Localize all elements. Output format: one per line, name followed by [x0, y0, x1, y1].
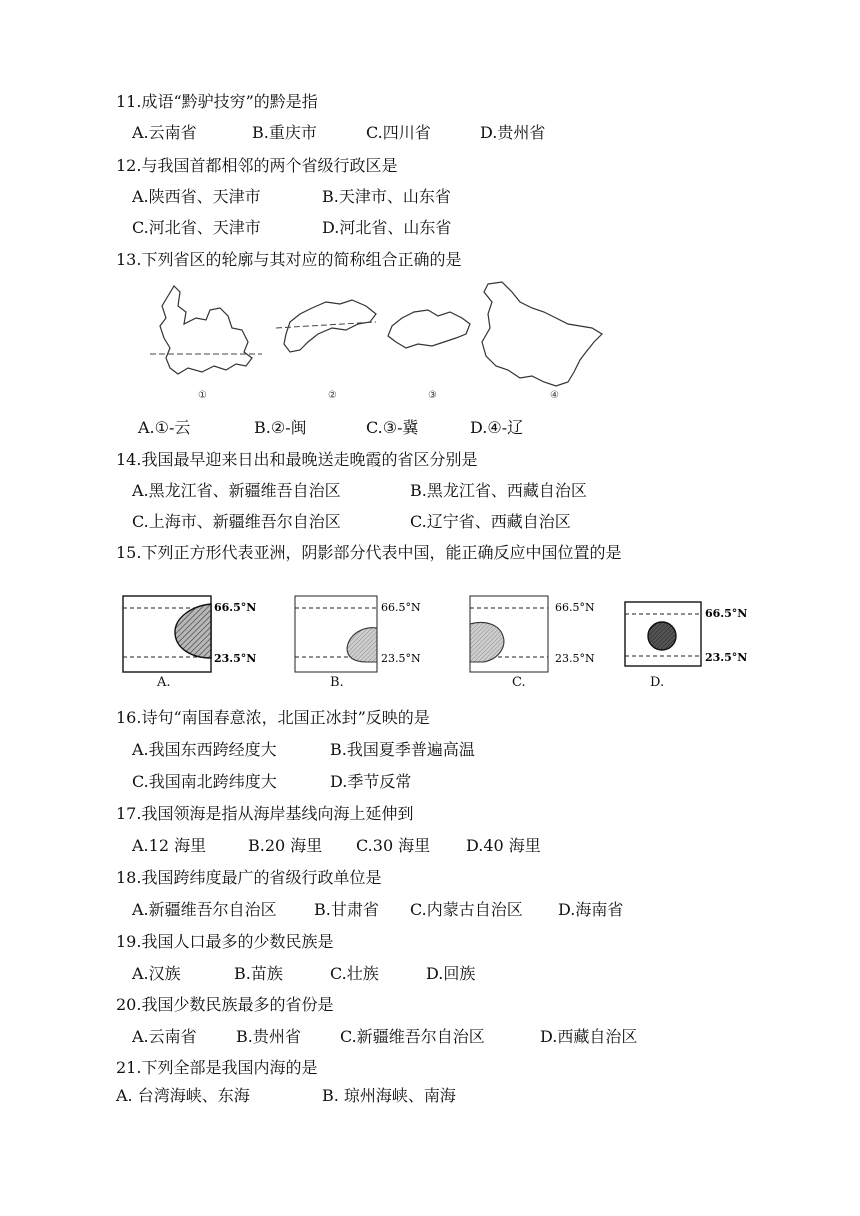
- province-outline-1: [160, 286, 252, 374]
- question-16-option-a: A.我国东西跨经度大: [132, 740, 277, 759]
- question-20-option-b: B.贵州省: [236, 1027, 301, 1046]
- question-11-option-a: A.云南省: [132, 123, 197, 142]
- question-16-option-d: D.季节反常: [330, 772, 412, 791]
- question-17-option-d: D.40 海里: [466, 836, 541, 855]
- question-20-option-d: D.西藏自治区: [540, 1027, 638, 1046]
- question-12-option-b: B.天津市、山东省: [322, 187, 451, 206]
- question-18-option-d: D.海南省: [558, 900, 624, 919]
- question-14-option-d: C.辽宁省、西藏自治区: [410, 512, 571, 531]
- figure-d-lat-bottom: 23.5°N: [705, 651, 748, 664]
- question-21-stem: 21.下列全部是我国内海的是: [116, 1058, 318, 1077]
- question-18-option-a: A.新疆维吾尔自治区: [132, 900, 277, 919]
- question-13-option-c: C.③-冀: [366, 418, 419, 437]
- question-11-option-c: C.四川省: [366, 123, 431, 142]
- figure-d: [625, 602, 747, 666]
- question-12-option-d: D.河北省、山东省: [322, 218, 452, 237]
- figure-a: [123, 596, 256, 672]
- figure-b-lat-bottom: 23.5°N: [381, 652, 421, 665]
- question-14-stem: 14.我国最早迎来日出和最晚送走晚霞的省区分别是: [116, 450, 478, 469]
- province-outline-3: [388, 310, 470, 348]
- question-20-stem: 20.我国少数民族最多的省份是: [116, 995, 334, 1014]
- question-19-option-a: A.汉族: [132, 964, 181, 983]
- question-14-option-b: B.黑龙江省、西藏自治区: [410, 481, 587, 500]
- question-11-option-b: B.重庆市: [252, 123, 317, 142]
- figure-label-a: A.: [157, 675, 171, 690]
- question-13-option-d: D.④-辽: [470, 418, 524, 437]
- map-label-3: ③: [428, 390, 437, 401]
- question-15-stem: 15.下列正方形代表亚洲，阴影部分代表中国，能正确反应中国位置的是: [116, 543, 622, 562]
- question-17-option-a: A.12 海里: [132, 836, 207, 855]
- question-19-option-d: D.回族: [426, 964, 476, 983]
- question-12-option-a: A.陕西省、天津市: [132, 187, 261, 206]
- figure-c: [470, 596, 595, 672]
- figure-b: [295, 596, 421, 672]
- question-13-option-a: A.①-云: [138, 418, 191, 437]
- question-18-option-c: C.内蒙古自治区: [410, 900, 523, 919]
- asia-position-figure: [115, 592, 765, 692]
- question-19-option-b: B.苗族: [234, 964, 283, 983]
- question-11-option-d: D.贵州省: [480, 123, 546, 142]
- figure-label-b: B.: [330, 675, 344, 690]
- question-18-option-b: B.甘肃省: [314, 900, 379, 919]
- question-12-stem: 12.与我国首都相邻的两个省级行政区是: [116, 156, 398, 175]
- figure-c-lat-top: 66.5°N: [555, 601, 595, 614]
- province-outline-4: [482, 282, 602, 386]
- question-14-option-a: A.黑龙江省、新疆维吾自治区: [132, 481, 341, 500]
- map-label-4: ④: [550, 390, 559, 401]
- figure-d-lat-top: 66.5°N: [705, 607, 748, 620]
- question-19-option-c: C.壮族: [330, 964, 379, 983]
- figure-b-lat-top: 66.5°N: [381, 601, 421, 614]
- figure-label-c: C.: [512, 675, 526, 690]
- question-12-option-c: C.河北省、天津市: [132, 218, 261, 237]
- question-13-option-b: B.②-闽: [254, 418, 307, 437]
- question-18-stem: 18.我国跨纬度最广的省级行政单位是: [116, 868, 382, 887]
- question-21-option-b: B. 琼州海峡、南海: [322, 1086, 456, 1105]
- question-16-option-c: C.我国南北跨纬度大: [132, 772, 277, 791]
- question-17-option-c: C.30 海里: [356, 836, 431, 855]
- question-21-option-a: A. 台湾海峡、东海: [116, 1086, 250, 1105]
- province-outline-figure: [140, 278, 630, 408]
- figure-c-lat-bottom: 23.5°N: [555, 652, 595, 665]
- figure-a-lat-top: 66.5°N: [214, 601, 257, 614]
- question-20-option-c: C.新疆维吾尔自治区: [340, 1027, 485, 1046]
- question-11-stem: 11.成语“黔驴技穷”的黔是指: [116, 92, 318, 111]
- question-14-option-c: C.上海市、新疆维吾尔自治区: [132, 512, 341, 531]
- map-label-2: ②: [328, 390, 337, 401]
- map-label-1: ①: [198, 390, 207, 401]
- question-13-stem: 13.下列省区的轮廓与其对应的简称组合正确的是: [116, 250, 462, 269]
- question-16-stem: 16.诗句“南国春意浓，北国正冰封”反映的是: [116, 708, 430, 727]
- figure-label-d: D.: [650, 675, 665, 690]
- province-outline-2: [284, 300, 376, 352]
- question-17-option-b: B.20 海里: [248, 836, 323, 855]
- question-16-option-b: B.我国夏季普遍高温: [330, 740, 475, 759]
- question-20-option-a: A.云南省: [132, 1027, 197, 1046]
- question-17-stem: 17.我国领海是指从海岸基线向海上延伸到: [116, 804, 414, 823]
- figure-a-lat-bottom: 23.5°N: [214, 652, 257, 665]
- question-19-stem: 19.我国人口最多的少数民族是: [116, 932, 334, 951]
